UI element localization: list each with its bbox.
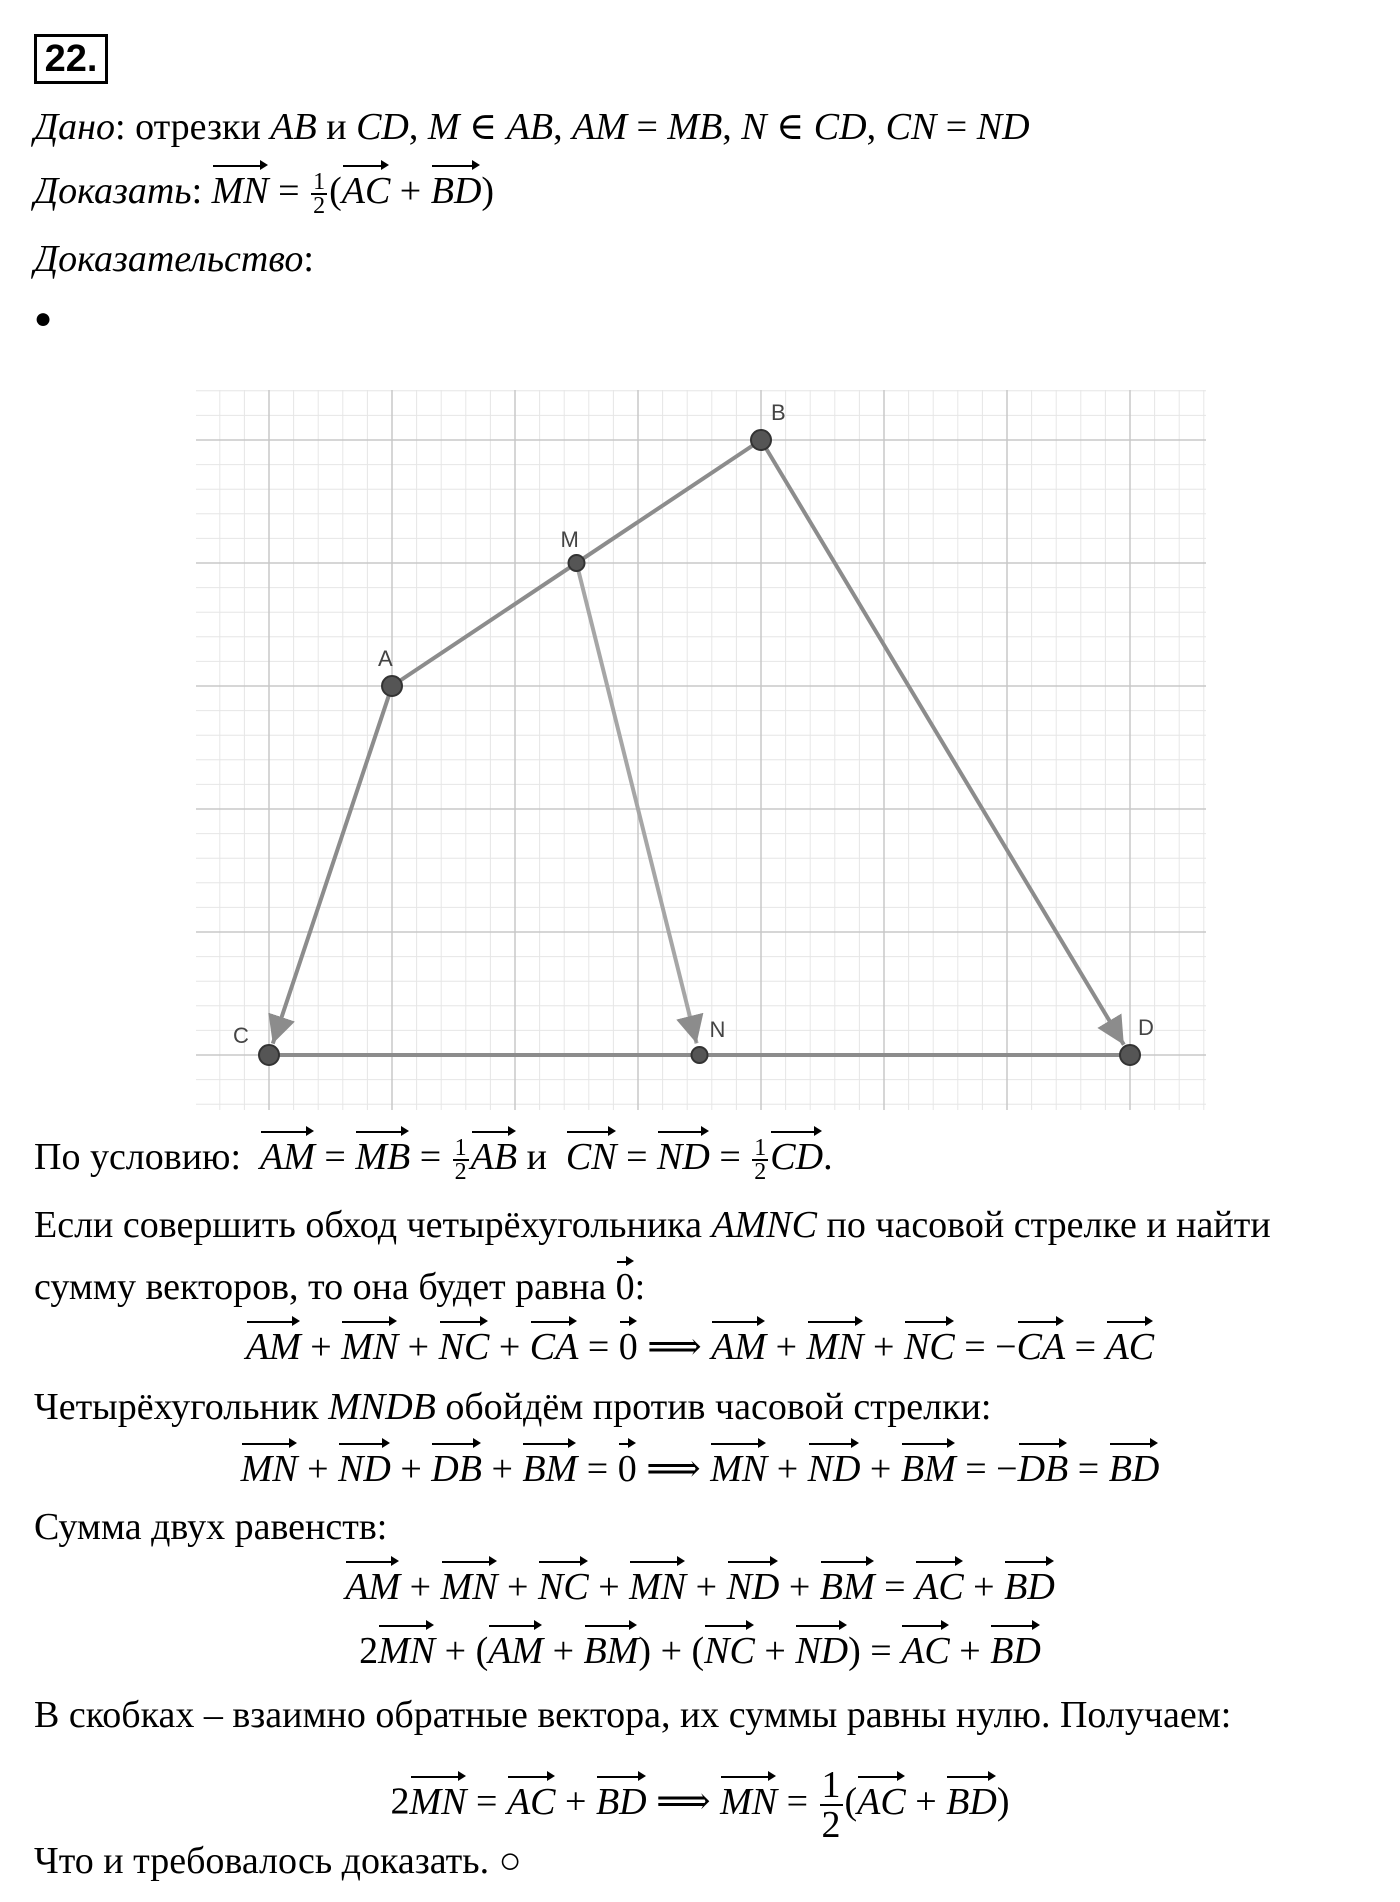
label-b: B bbox=[771, 400, 786, 425]
point-m bbox=[569, 555, 585, 571]
proof-heading bbox=[34, 236, 314, 282]
equation-4: 2MN + (AM + BM) + (NC + ND) = AC + BD bbox=[359, 1630, 1041, 1672]
grid bbox=[196, 390, 1206, 1110]
proof-colon: : bbox=[303, 238, 314, 280]
point-labels bbox=[233, 400, 1154, 1048]
label-m: M bbox=[560, 527, 579, 552]
bullet: ● bbox=[34, 302, 53, 335]
text-line-5: Четырёхугольник MNDB обойдём против часовой стрелки: bbox=[34, 1386, 992, 1428]
point-c bbox=[259, 1045, 279, 1065]
prove-line: Доказать: MN = $\frac{1}{2}$ (AC + BD) bbox=[34, 169, 495, 220]
prove-label: Доказать bbox=[34, 170, 192, 212]
point-n bbox=[692, 1047, 708, 1063]
equation-5: 2MN = AC + BD ⟹ MN = $\frac{1}{2}$ (AC + BD) bbox=[390, 1764, 1010, 1846]
closing-line: Что и требовалось доказать. ○ bbox=[34, 1840, 522, 1882]
condition-line: По условию: AM = MB = $\frac{1}{2}$ AB и CN = ND = $\frac{1}{2}$ CD. bbox=[34, 1135, 833, 1186]
point-d bbox=[1120, 1045, 1140, 1065]
segments bbox=[269, 440, 1130, 1055]
vector-mn bbox=[577, 563, 697, 1043]
problem-number: 22. bbox=[34, 34, 108, 84]
geometry-figure bbox=[196, 390, 1206, 1110]
label-c: C bbox=[233, 1023, 249, 1048]
given-line: Дано: отрезки AB и CD, M ∈ AB, AM = MB, N ∈ CD, CN = ND bbox=[34, 106, 1030, 148]
text-line-7: Сумма двух равенств: bbox=[34, 1506, 388, 1548]
label-d: D bbox=[1138, 1015, 1154, 1040]
given-label: Дано bbox=[34, 106, 116, 148]
vector-ac bbox=[273, 686, 392, 1044]
equation-3: AM + MN + NC + MN + ND + BM = AC + BD bbox=[345, 1566, 1055, 1608]
points bbox=[259, 430, 1140, 1065]
point-b bbox=[751, 430, 771, 450]
equation-2: MN + ND + DB + BM = 0 ⟹ MN + ND + BM = −DB = BD bbox=[240, 1448, 1160, 1490]
proof-label: Доказательство bbox=[34, 238, 304, 280]
label-a: A bbox=[378, 646, 393, 671]
vector-bd bbox=[761, 440, 1124, 1045]
text-line-10: В скобках – взаимно обратные вектора, их суммы равны нулю. Получаем: bbox=[34, 1694, 1232, 1736]
equation-1: AM + MN + NC + CA = 0 ⟹ AM + MN + NC = −CA = AC bbox=[245, 1326, 1155, 1368]
point-a bbox=[382, 676, 402, 696]
text-line-2: Если совершить обход четырёхугольника AMNC по часовой стрелке и найти bbox=[34, 1204, 1271, 1246]
text-line-3: сумму векторов, то она будет равна 0: bbox=[34, 1266, 646, 1308]
label-n: N bbox=[709, 1017, 726, 1042]
